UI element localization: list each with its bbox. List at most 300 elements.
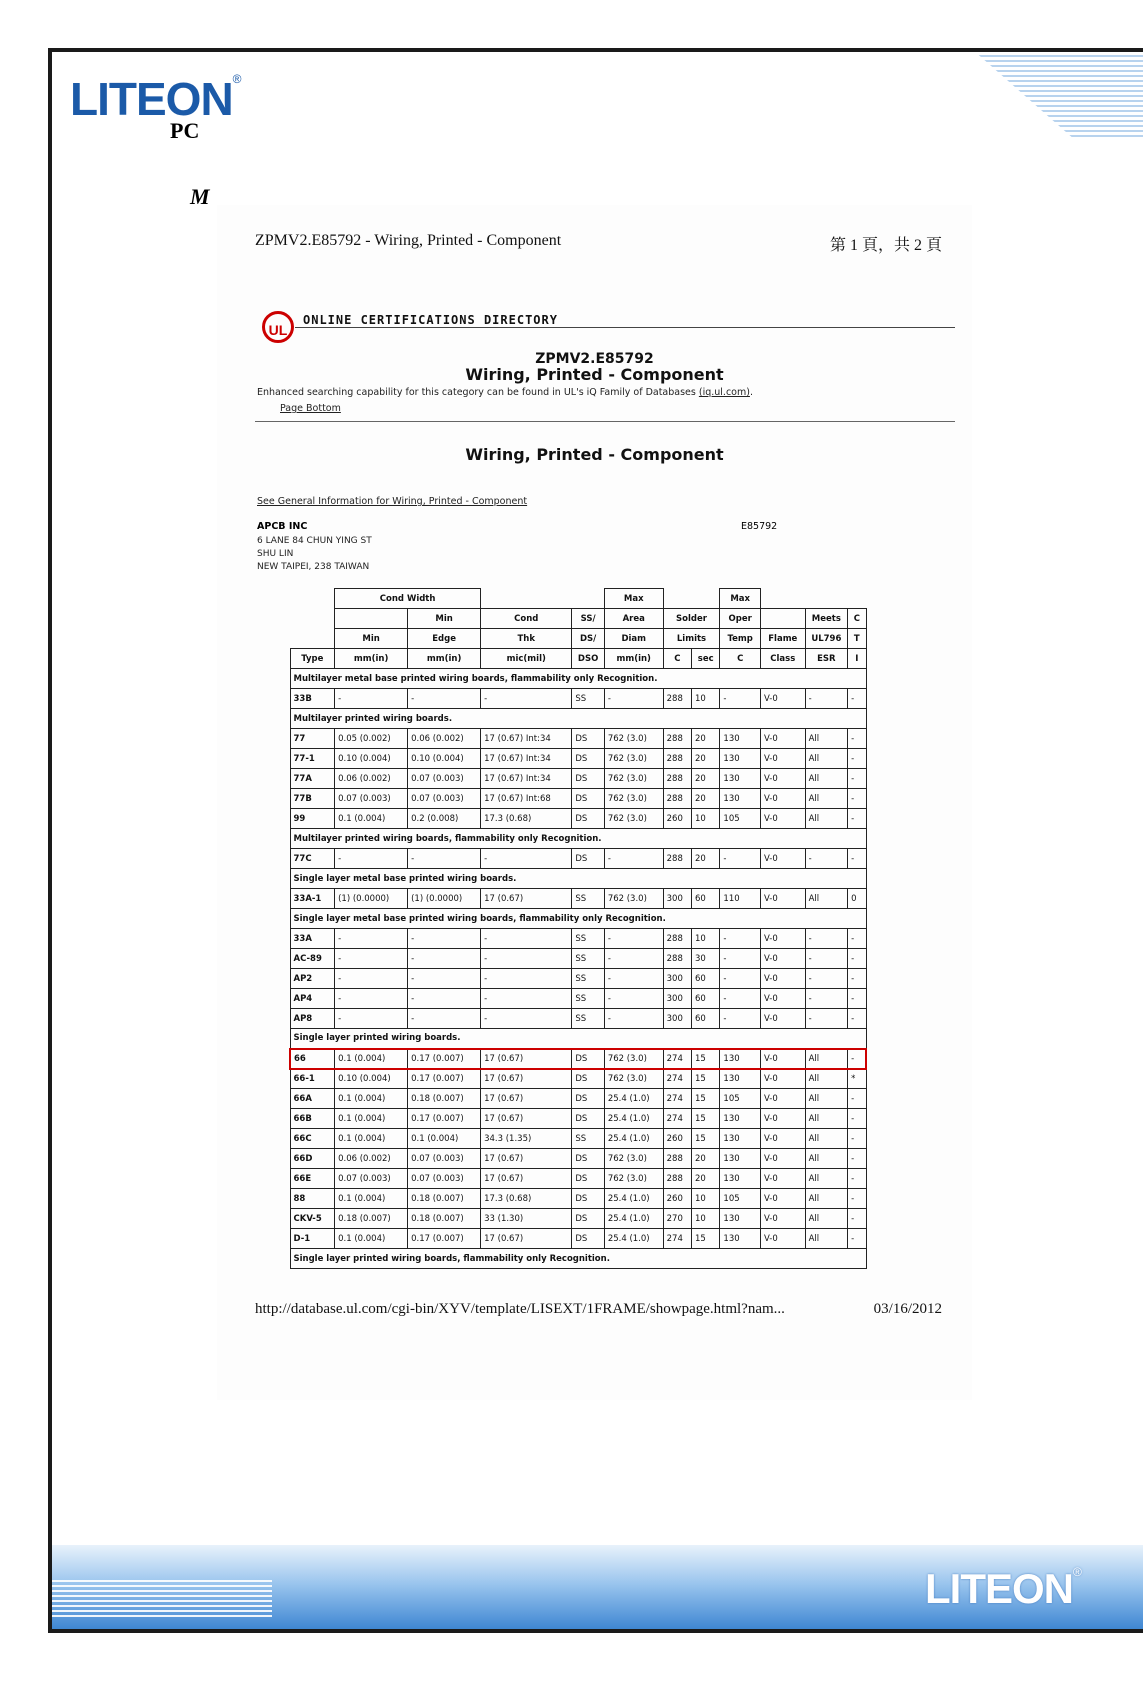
- col-header: Edge: [408, 629, 481, 649]
- header-row-2: [290, 609, 866, 629]
- col-header: Max: [720, 589, 761, 609]
- table-cell: 130: [720, 789, 761, 809]
- table-cell: 288: [663, 789, 691, 809]
- section-label: Single layer metal base printed wiring boards.: [290, 869, 866, 889]
- table-cell: 274: [663, 1069, 691, 1089]
- source-url: http://database.ul.com/cgi-bin/XYV/template/LISEXT/1FRAME/showpage.html?nam...: [255, 1301, 785, 1317]
- table-cell: 0.07 (0.003): [408, 1169, 481, 1189]
- table-cell: 300: [663, 989, 691, 1009]
- table-cell: V-0: [760, 1149, 805, 1169]
- table-cell: SS: [572, 889, 604, 909]
- table-cell: All: [805, 1089, 848, 1109]
- ul-logo-icon: UL: [262, 311, 294, 343]
- table-cell: (1) (0.0000): [408, 889, 481, 909]
- doc-header-title: ZPMV2.E85792 - Wiring, Printed - Component: [255, 232, 562, 249]
- type-cell: 77C: [290, 849, 335, 869]
- table-cell: -: [481, 689, 572, 709]
- table-cell: V-0: [760, 1089, 805, 1109]
- table-cell: 0.17 (0.007): [408, 1229, 481, 1249]
- table-cell: V-0: [760, 1049, 805, 1069]
- col-header: I: [848, 649, 866, 669]
- table-cell: -: [848, 849, 866, 869]
- table-cell: 130: [720, 1049, 761, 1069]
- table-cell: -: [335, 929, 408, 949]
- table-cell: -: [481, 929, 572, 949]
- see-general-info-link[interactable]: See General Information for Wiring, Printed - Component: [257, 496, 528, 507]
- col-header: Temp: [720, 629, 761, 649]
- table-cell: 300: [663, 1009, 691, 1029]
- table-cell: 34.3 (1.35): [481, 1129, 572, 1149]
- table-cell: 15: [692, 1229, 720, 1249]
- type-cell: 33B: [290, 689, 335, 709]
- table-cell: 0.18 (0.007): [408, 1089, 481, 1109]
- table-cell: 17 (0.67): [481, 1169, 572, 1189]
- category-code: ZPMV2.E85792: [535, 351, 654, 367]
- table-cell: 25.4 (1.0): [604, 1109, 663, 1129]
- table-row: [290, 889, 866, 909]
- table-cell: DS: [572, 769, 604, 789]
- col-header: Thk: [481, 629, 572, 649]
- table-cell: -: [604, 689, 663, 709]
- table-cell: SS: [572, 1129, 604, 1149]
- table-cell: -: [805, 849, 848, 869]
- table-cell: 0.06 (0.002): [335, 769, 408, 789]
- table-cell: 130: [720, 1229, 761, 1249]
- table-cell: 130: [720, 1169, 761, 1189]
- table-cell: V-0: [760, 789, 805, 809]
- table-cell: 0.10 (0.004): [335, 1069, 408, 1089]
- table-cell: 288: [663, 1149, 691, 1169]
- table-cell: -: [848, 1109, 866, 1129]
- table-cell: V-0: [760, 969, 805, 989]
- table-cell: 25.4 (1.0): [604, 1229, 663, 1249]
- type-cell: 66: [290, 1049, 335, 1069]
- table-cell: 20: [692, 769, 720, 789]
- table-cell: V-0: [760, 729, 805, 749]
- col-header: Oper: [720, 609, 761, 629]
- table-row: [290, 1049, 866, 1069]
- section-row: [290, 1029, 866, 1049]
- table-cell: 0.07 (0.003): [335, 789, 408, 809]
- table-cell: 270: [663, 1209, 691, 1229]
- table-cell: 17 (0.67) Int:34: [481, 729, 572, 749]
- table-cell: -: [604, 849, 663, 869]
- table-row: [290, 1189, 866, 1209]
- table-cell: V-0: [760, 989, 805, 1009]
- address-line: 6 LANE 84 CHUN YING ST: [257, 536, 372, 546]
- table-cell: 0.07 (0.003): [408, 1149, 481, 1169]
- table-cell: 0.2 (0.008): [408, 809, 481, 829]
- table-cell: All: [805, 809, 848, 829]
- table-cell: 25.4 (1.0): [604, 1209, 663, 1229]
- table-cell: All: [805, 1169, 848, 1189]
- type-cell: 66-1: [290, 1069, 335, 1089]
- table-cell: 17 (0.67) Int:34: [481, 769, 572, 789]
- table-cell: 762 (3.0): [604, 789, 663, 809]
- table-cell: 274: [663, 1089, 691, 1109]
- col-header: mm(in): [408, 649, 481, 669]
- section-row: [290, 829, 866, 849]
- table-cell: 130: [720, 749, 761, 769]
- table-row: [290, 749, 866, 769]
- table-cell: 300: [663, 969, 691, 989]
- table-cell: V-0: [760, 1129, 805, 1149]
- certification-table-wrap: [289, 588, 867, 1269]
- table-cell: All: [805, 1109, 848, 1129]
- section-label: Single layer printed wiring boards, flammability only Recognition.: [290, 1249, 866, 1269]
- ul-certificate-scan: [217, 205, 972, 1400]
- table-cell: 10: [692, 929, 720, 949]
- table-cell: 130: [720, 1129, 761, 1149]
- col-header: Solder: [663, 609, 720, 629]
- table-cell: 0.05 (0.002): [335, 729, 408, 749]
- section-row: [290, 909, 866, 929]
- table-cell: 0.06 (0.002): [408, 729, 481, 749]
- section-row: [290, 869, 866, 889]
- table-cell: 260: [663, 1129, 691, 1149]
- table-cell: All: [805, 1069, 848, 1089]
- slide-subtitle-fragment: M: [190, 184, 210, 209]
- table-cell: 25.4 (1.0): [604, 1129, 663, 1149]
- table-cell: -: [604, 949, 663, 969]
- table-row: [290, 1209, 866, 1229]
- table-cell: 130: [720, 729, 761, 749]
- table-cell: -: [805, 929, 848, 949]
- table-cell: 762 (3.0): [604, 769, 663, 789]
- table-cell: V-0: [760, 1209, 805, 1229]
- table-cell: -: [481, 849, 572, 869]
- table-cell: 60: [692, 989, 720, 1009]
- certification-table: [289, 588, 867, 1269]
- table-cell: -: [848, 769, 866, 789]
- table-row: [290, 809, 866, 829]
- table-cell: -: [408, 989, 481, 1009]
- table-cell: SS: [572, 689, 604, 709]
- table-cell: 762 (3.0): [604, 1049, 663, 1069]
- table-cell: DS: [572, 1049, 604, 1069]
- category-title: Wiring, Printed - Component: [465, 365, 724, 384]
- table-cell: -: [848, 1149, 866, 1169]
- header-row-1: [290, 589, 866, 609]
- table-cell: 17 (0.67): [481, 1049, 572, 1069]
- table-cell: 0: [848, 889, 866, 909]
- col-header: Flame: [760, 629, 805, 649]
- col-header: Type: [290, 649, 335, 669]
- table-cell: All: [805, 1049, 848, 1069]
- table-cell: -: [848, 1049, 866, 1069]
- table-row: [290, 929, 866, 949]
- col-header: T: [848, 629, 866, 649]
- table-cell: -: [408, 929, 481, 949]
- table-row: [290, 729, 866, 749]
- table-cell: -: [481, 989, 572, 1009]
- table-cell: 20: [692, 749, 720, 769]
- table-cell: 130: [720, 1209, 761, 1229]
- table-cell: -: [408, 849, 481, 869]
- header-divider: [255, 421, 955, 422]
- table-cell: 17 (0.67): [481, 1149, 572, 1169]
- table-row: [290, 789, 866, 809]
- table-cell: -: [848, 1209, 866, 1229]
- iq-link[interactable]: (iq.ul.com): [698, 387, 750, 398]
- table-cell: 0.1 (0.004): [408, 1129, 481, 1149]
- table-cell: -: [805, 1009, 848, 1029]
- table-cell: 762 (3.0): [604, 749, 663, 769]
- col-header: Max: [604, 589, 663, 609]
- address-line: SHU LIN: [257, 549, 294, 559]
- table-cell: -: [848, 1129, 866, 1149]
- table-cell: 20: [692, 849, 720, 869]
- directory-title: ONLINE CERTIFICATIONS DIRECTORY: [303, 313, 558, 327]
- table-row: [290, 1089, 866, 1109]
- table-cell: V-0: [760, 889, 805, 909]
- header-row-3: [290, 629, 866, 649]
- type-cell: AP4: [290, 989, 335, 1009]
- address-line: NEW TAIPEI, 238 TAIWAN: [257, 562, 370, 572]
- type-cell: AP2: [290, 969, 335, 989]
- type-cell: 66B: [290, 1109, 335, 1129]
- table-cell: -: [848, 949, 866, 969]
- table-cell: -: [720, 949, 761, 969]
- table-cell: (1) (0.0000): [335, 889, 408, 909]
- table-cell: V-0: [760, 929, 805, 949]
- table-cell: 260: [663, 809, 691, 829]
- table-cell: All: [805, 729, 848, 749]
- table-cell: -: [481, 969, 572, 989]
- table-cell: -: [335, 849, 408, 869]
- print-date: 03/16/2012: [873, 1301, 942, 1317]
- table-cell: -: [848, 789, 866, 809]
- table-cell: -: [848, 689, 866, 709]
- table-cell: 0.07 (0.003): [408, 769, 481, 789]
- type-cell: 77B: [290, 789, 335, 809]
- table-cell: -: [335, 969, 408, 989]
- table-cell: 762 (3.0): [604, 1169, 663, 1189]
- table-cell: 17 (0.67): [481, 1109, 572, 1129]
- col-header: Diam: [604, 629, 663, 649]
- table-cell: DS: [572, 1169, 604, 1189]
- table-cell: 105: [720, 1189, 761, 1209]
- table-cell: -: [408, 689, 481, 709]
- table-row: [290, 1069, 866, 1089]
- table-cell: 10: [692, 809, 720, 829]
- table-cell: 20: [692, 1149, 720, 1169]
- table-cell: 0.1 (0.004): [335, 1229, 408, 1249]
- table-cell: 130: [720, 1109, 761, 1129]
- table-cell: -: [848, 1229, 866, 1249]
- table-row: [290, 769, 866, 789]
- type-cell: 77-1: [290, 749, 335, 769]
- table-cell: SS: [572, 969, 604, 989]
- enhanced-search-note: Enhanced searching capability for this category can be found in UL's iQ Family of Databases (iq.ul.com).: [257, 387, 753, 398]
- table-cell: 105: [720, 809, 761, 829]
- table-cell: 30: [692, 949, 720, 969]
- col-header: mm(in): [604, 649, 663, 669]
- type-cell: AC-89: [290, 949, 335, 969]
- table-cell: 25.4 (1.0): [604, 1189, 663, 1209]
- table-cell: 274: [663, 1049, 691, 1069]
- page-bottom-link[interactable]: Page Bottom: [280, 403, 341, 414]
- table-cell: V-0: [760, 849, 805, 869]
- section-row: [290, 1249, 866, 1269]
- table-cell: -: [848, 809, 866, 829]
- table-cell: 17 (0.67): [481, 1069, 572, 1089]
- table-cell: -: [335, 1009, 408, 1029]
- table-cell: 15: [692, 1069, 720, 1089]
- type-cell: 66E: [290, 1169, 335, 1189]
- table-cell: -: [604, 1009, 663, 1029]
- table-cell: 0.10 (0.004): [335, 749, 408, 769]
- doc-header-page: 第 1 頁，共 2 頁: [829, 237, 942, 254]
- table-cell: 60: [692, 889, 720, 909]
- table-row: [290, 1129, 866, 1149]
- table-cell: -: [848, 969, 866, 989]
- table-cell: -: [408, 949, 481, 969]
- table-cell: DS: [572, 789, 604, 809]
- table-cell: -: [408, 969, 481, 989]
- table-cell: 288: [663, 849, 691, 869]
- type-cell: 33A: [290, 929, 335, 949]
- table-cell: 288: [663, 729, 691, 749]
- slide-title-fragment: PC: [170, 118, 200, 143]
- col-header: C: [720, 649, 761, 669]
- col-header: SS/: [572, 609, 604, 629]
- table-cell: 130: [720, 1149, 761, 1169]
- table-cell: 10: [692, 689, 720, 709]
- section-label: Single layer metal base printed wiring boards, flammability only Recognition.: [290, 909, 866, 929]
- section-title: Wiring, Printed - Component: [465, 445, 724, 464]
- table-cell: 762 (3.0): [604, 889, 663, 909]
- type-cell: 33A-1: [290, 889, 335, 909]
- table-body: [290, 669, 866, 1269]
- table-cell: -: [848, 1169, 866, 1189]
- table-cell: -: [481, 949, 572, 969]
- table-cell: DS: [572, 1229, 604, 1249]
- col-header: C: [663, 649, 691, 669]
- table-cell: All: [805, 889, 848, 909]
- col-header: mic(mil): [481, 649, 572, 669]
- table-cell: DS: [572, 809, 604, 829]
- col-header: Cond: [481, 609, 572, 629]
- table-cell: -: [720, 969, 761, 989]
- table-cell: 130: [720, 1069, 761, 1089]
- table-cell: 762 (3.0): [604, 809, 663, 829]
- table-cell: V-0: [760, 809, 805, 829]
- table-cell: V-0: [760, 949, 805, 969]
- table-cell: SS: [572, 929, 604, 949]
- table-cell: 0.10 (0.004): [408, 749, 481, 769]
- table-cell: 17.3 (0.68): [481, 809, 572, 829]
- table-cell: DS: [572, 1189, 604, 1209]
- table-cell: -: [481, 1009, 572, 1029]
- footer-stripe-decoration: [52, 1580, 272, 1620]
- table-cell: 17 (0.67): [481, 1089, 572, 1109]
- table-cell: 110: [720, 889, 761, 909]
- table-cell: 0.06 (0.002): [335, 1149, 408, 1169]
- table-cell: DS: [572, 849, 604, 869]
- table-cell: All: [805, 1229, 848, 1249]
- table-cell: 300: [663, 889, 691, 909]
- col-header: C: [848, 609, 866, 629]
- table-cell: 0.18 (0.007): [408, 1189, 481, 1209]
- table-cell: 288: [663, 949, 691, 969]
- section-label: Multilayer metal base printed wiring boards, flammability only Recognition.: [290, 669, 866, 689]
- table-cell: DS: [572, 1109, 604, 1129]
- table-cell: 0.07 (0.003): [335, 1169, 408, 1189]
- table-cell: 0.17 (0.007): [408, 1049, 481, 1069]
- header-row-4: [290, 649, 866, 669]
- table-cell: -: [848, 1189, 866, 1209]
- section-row: [290, 669, 866, 689]
- table-cell: 15: [692, 1129, 720, 1149]
- table-cell: 20: [692, 729, 720, 749]
- table-cell: 0.18 (0.007): [335, 1209, 408, 1229]
- col-header: DS/: [572, 629, 604, 649]
- type-cell: 66C: [290, 1129, 335, 1149]
- table-row: [290, 969, 866, 989]
- table-cell: -: [335, 949, 408, 969]
- file-number: E85792: [741, 521, 778, 532]
- table-cell: 20: [692, 789, 720, 809]
- table-cell: -: [408, 1009, 481, 1029]
- type-cell: CKV-5: [290, 1209, 335, 1229]
- table-cell: -: [604, 929, 663, 949]
- table-row: [290, 1109, 866, 1129]
- table-cell: V-0: [760, 1109, 805, 1129]
- table-cell: -: [720, 929, 761, 949]
- table-cell: 15: [692, 1089, 720, 1109]
- table-cell: 15: [692, 1109, 720, 1129]
- table-cell: All: [805, 769, 848, 789]
- liteon-logo-top: LITEON®: [70, 72, 241, 125]
- table-row: [290, 689, 866, 709]
- table-cell: 762 (3.0): [604, 729, 663, 749]
- table-cell: 288: [663, 769, 691, 789]
- table-cell: 274: [663, 1109, 691, 1129]
- table-cell: -: [848, 929, 866, 949]
- table-cell: -: [604, 969, 663, 989]
- type-cell: 77: [290, 729, 335, 749]
- col-header: UL796: [805, 629, 848, 649]
- table-cell: 10: [692, 1209, 720, 1229]
- table-cell: All: [805, 749, 848, 769]
- directory-rule: [295, 327, 955, 328]
- table-cell: 0.07 (0.003): [408, 789, 481, 809]
- table-cell: All: [805, 1129, 848, 1149]
- table-cell: 288: [663, 1169, 691, 1189]
- type-cell: 77A: [290, 769, 335, 789]
- table-cell: V-0: [760, 1009, 805, 1029]
- table-cell: 0.1 (0.004): [335, 1089, 408, 1109]
- table-cell: V-0: [760, 749, 805, 769]
- type-cell: D-1: [290, 1229, 335, 1249]
- col-header: DSO: [572, 649, 604, 669]
- table-cell: 0.17 (0.007): [408, 1069, 481, 1089]
- col-header: Min: [335, 629, 408, 649]
- table-cell: DS: [572, 1209, 604, 1229]
- table-cell: DS: [572, 1069, 604, 1089]
- table-cell: 33 (1.30): [481, 1209, 572, 1229]
- col-header: Cond Width: [335, 589, 481, 609]
- table-cell: -: [848, 989, 866, 1009]
- col-header: Meets: [805, 609, 848, 629]
- table-cell: 15: [692, 1049, 720, 1069]
- table-cell: -: [720, 989, 761, 1009]
- liteon-logo-bottom: LITEON®: [925, 1565, 1081, 1612]
- table-cell: 60: [692, 1009, 720, 1029]
- table-cell: -: [848, 729, 866, 749]
- table-cell: V-0: [760, 1229, 805, 1249]
